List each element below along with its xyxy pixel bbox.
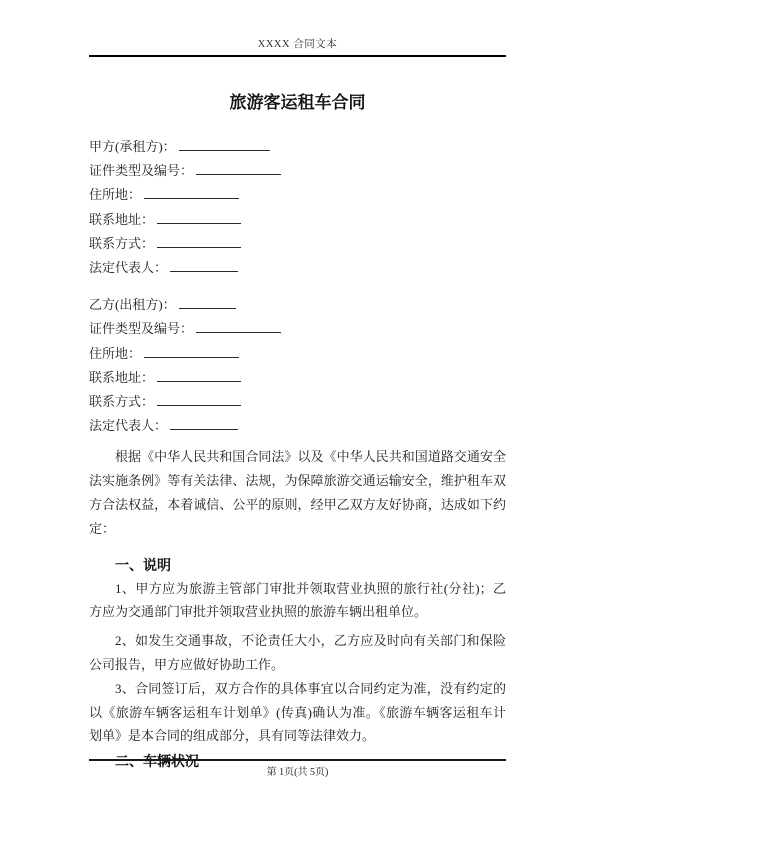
header-text: XXXX 合同文本 xyxy=(257,39,338,50)
document-title: 旅游客运租车合同 xyxy=(229,93,366,112)
section-1-clause-2: 2、如发生交通事故，不论责任大小，乙方应及时向有关部门和保险公司报告，甲方应做好协助工作。 xyxy=(89,633,506,673)
field-row xyxy=(89,317,506,341)
blank-fill-line xyxy=(179,137,270,151)
blank-fill-line xyxy=(179,295,236,309)
field-row xyxy=(89,342,506,366)
blank-fill-line xyxy=(157,368,241,382)
blank-fill-line xyxy=(170,258,238,272)
field-row xyxy=(89,183,506,207)
page-number: 第 1页(共 5页) xyxy=(266,767,329,778)
field-label: 联系地址： xyxy=(89,211,155,227)
section-1-heading: 一、说明 xyxy=(115,556,171,573)
party-a-section xyxy=(89,135,506,280)
document-footer xyxy=(89,759,506,779)
blank-fill-line xyxy=(170,416,238,430)
field-row xyxy=(89,208,506,232)
field-row xyxy=(89,159,506,183)
field-label: 联系地址： xyxy=(89,369,155,385)
section-1-clause-3: 3、合同签订后，双方合作的具体事宜以合同约定为准，没有约定的以《旅游车辆客运租车计划单》(传真)确认为准。《旅游车辆客运租车计划单》是本合同的组成部分，具有同等法律效力。 xyxy=(89,680,506,744)
section-1-clause-1: 1、甲方应为旅游主管部门审批并领取营业执照的旅行社(分社)；乙方应为交通部门审批并领取营业执照的旅游车辆出租单位。 xyxy=(89,580,506,620)
preamble-paragraph: 根据《中华人民共和国合同法》以及《中华人民共和国道路交通安全法实施条例》等有关法律、法规，为保障旅游交通运输安全，维护租车双方合法权益，本着诚信、公平的原则，经甲乙双方友好协商，达成如下约定： xyxy=(89,449,506,536)
blank-fill-line xyxy=(144,344,239,358)
field-row xyxy=(89,256,506,280)
field-label: 法定代表人： xyxy=(89,260,168,276)
field-label: 甲方(承租方)： xyxy=(89,139,176,154)
field-label: 证件类型及编号： xyxy=(89,321,194,337)
field-label: 联系方式： xyxy=(89,235,155,251)
field-label: 乙方(出租方)： xyxy=(89,297,176,313)
blank-fill-line xyxy=(157,210,241,224)
blank-fill-line xyxy=(196,161,281,175)
field-row xyxy=(89,366,506,390)
section-2-heading: 二、车辆状况 xyxy=(115,753,199,770)
blank-fill-line xyxy=(157,392,241,406)
blank-fill-line xyxy=(196,319,281,333)
field-row xyxy=(89,414,506,438)
field-row xyxy=(89,135,506,159)
document-header xyxy=(89,0,506,57)
field-label: 住所地： xyxy=(89,345,142,361)
field-label: 住所地： xyxy=(89,187,142,203)
blank-fill-line xyxy=(157,234,241,248)
field-label: 证件类型及编号： xyxy=(89,163,194,179)
field-row xyxy=(89,293,506,317)
field-row xyxy=(89,390,506,414)
party-b-section xyxy=(89,293,506,438)
page-content-column xyxy=(89,0,506,773)
field-row xyxy=(89,232,506,256)
blank-fill-line xyxy=(144,185,239,199)
field-label: 法定代表人： xyxy=(89,418,168,434)
field-label: 联系方式： xyxy=(89,394,155,410)
